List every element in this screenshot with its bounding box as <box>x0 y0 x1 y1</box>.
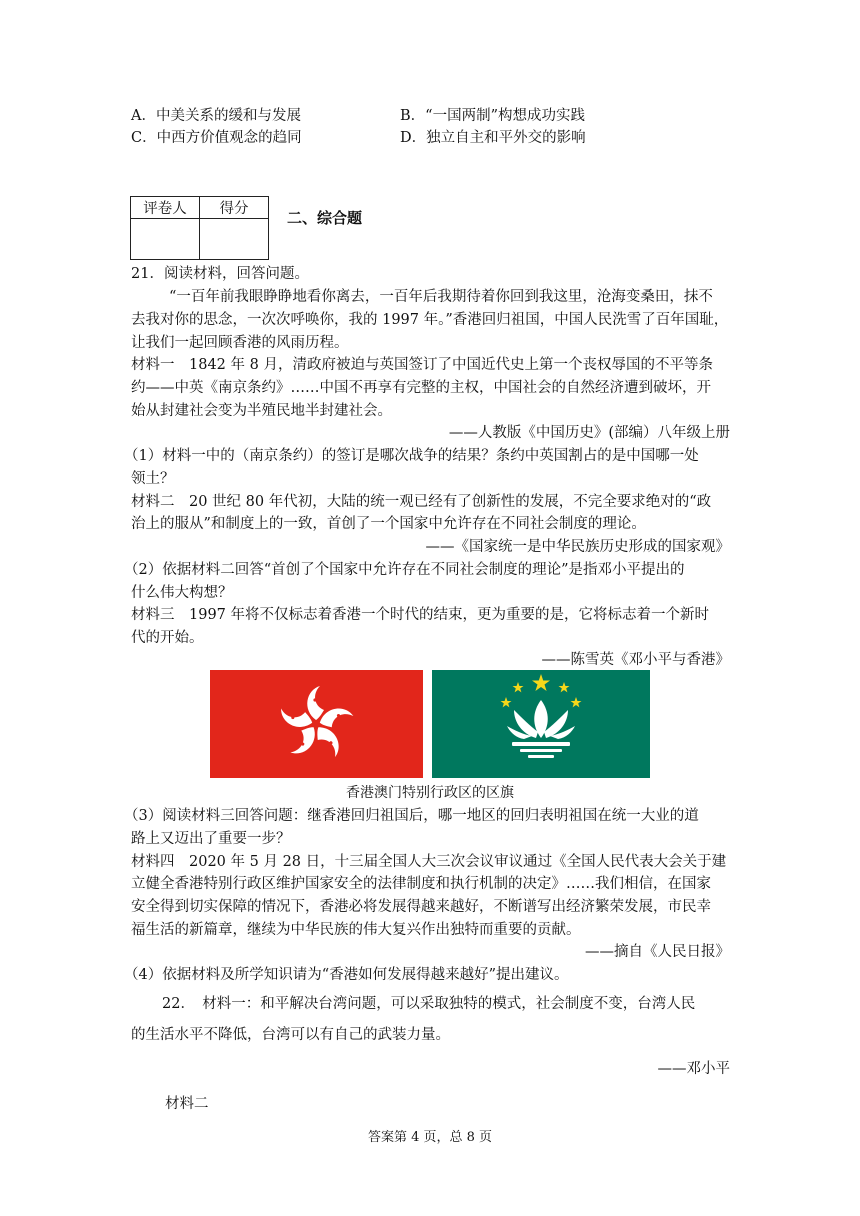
material-4-line: 材料四 2020 年 5 月 28 日，十三届全国人大三次会议审议通过《全国人民代表大会关于建 <box>131 854 727 870</box>
section-title: 二、综合题 <box>287 209 363 227</box>
score-header: 得分 <box>200 197 269 219</box>
material-4-line: 福生活的新篇章，继续为中华民族的伟大复兴作出独特而重要的贡献。 <box>131 922 581 938</box>
q21-quote-line: 让我们一起回顾香港的风雨历程。 <box>131 335 349 351</box>
page-footer: 答案第 4 页，总 8 页 <box>367 1130 493 1145</box>
hong-kong-flag <box>210 670 423 778</box>
material-4-source: ——摘自《人民日报》 <box>585 944 730 960</box>
question-1-line: 领土？ <box>131 471 175 487</box>
score-cell[interactable] <box>200 219 269 260</box>
material-4-line: 立健全香港特别行政区维护国家安全的法律制度和执行机制的决定》……我们相信，在国家 <box>131 876 711 892</box>
material-2-line: 材料二 20 世纪 80 年代初，大陆的统一观已经有了创新性的发展，不完全要求绝对的“政 <box>131 494 712 510</box>
material-4-line: 安全得到切实保障的情况下，香港必将发展得越来越好，不断谱写出经济繁荣发展，市民幸 <box>131 899 711 915</box>
material-3-line: 材料三 1997 年将不仅标志着香港一个时代的结束，更为重要的是，它将标志着一个新时 <box>131 607 710 623</box>
grader-cell[interactable] <box>131 219 200 260</box>
score-table <box>130 196 269 260</box>
q21-quote-line: “一百年前我眼睁睁地看你离去，一百年后我期待着你回到我这里，沧海变桑田，抹不 <box>169 289 713 305</box>
flag-caption: 香港澳门特别行政区的区旗 <box>346 785 514 801</box>
material-3-line: 代的开始。 <box>131 630 204 646</box>
material-1-line: 约——中英《南京条约》……中国不再享有完整的主权，中国社会的自然经济遭到破坏，开 <box>131 380 711 396</box>
option-d: D．独立自主和平外交的影响 <box>400 130 586 146</box>
material-2-line: 治上的服从”和制度上的一致，首创了一个国家中允许存在不同社会制度的理论。 <box>131 516 646 532</box>
q22-material-2: 材料二 <box>165 1096 209 1112</box>
q22-source: ——邓小平 <box>657 1061 730 1077</box>
question-2-line: （2）依据材料二回答“首创了个国家中允许存在不同社会制度的理论”是指邓小平提出的 <box>124 562 685 578</box>
macau-flag <box>432 670 650 778</box>
q22-line: 22． 材料一：和平解决台湾问题，可以采取独特的模式，社会制度不变，台湾人民 <box>162 996 696 1012</box>
material-1-line: 材料一 1842 年 8 月，清政府被迫与英国签订了中国近代史上第一个丧权辱国的不平等条 <box>131 357 713 373</box>
material-2-source: ——《国家统一是中华民族历史形成的国家观》 <box>425 539 730 555</box>
q22-line: 的生活水平不降低，台湾可以有自己的武装力量。 <box>131 1027 450 1043</box>
option-b: B．“一国两制”构想成功实践 <box>400 108 585 124</box>
question-3-line: 路上又迈出了重要一步？ <box>131 831 291 847</box>
material-3-source: ——陈雪英《邓小平与香港》 <box>541 652 730 668</box>
q21-intro: 21．阅读材料，回答问题。 <box>131 266 309 282</box>
regional-flags-image <box>210 670 650 778</box>
grader-header: 评卷人 <box>131 197 200 219</box>
question-1-line: （1）材料一中的（南京条约）的签订是哪次战争的结果？条约中英国割占的是中国哪一处 <box>124 448 699 464</box>
material-1-source: ——人教版《中国历史》(部编）八年级上册 <box>448 425 730 441</box>
material-1-line: 始从封建社会变为半殖民地半封建社会。 <box>131 403 392 419</box>
option-a: A．中美关系的缓和与发展 <box>131 108 301 124</box>
question-2-line: 什么伟大构想？ <box>131 585 233 601</box>
option-c: C．中西方价值观念的趋同 <box>131 130 302 146</box>
question-4-line: （4）依据材料及所学知识请为“香港如何发展得越来越好”提出建议。 <box>124 967 569 983</box>
q21-quote-line: 去我对你的思念，一次次呼唤你，我的 1997 年。”香港回归祖国，中国人民洗雪了百年国耻， <box>131 312 729 328</box>
question-3-line: （3）阅读材料三回答问题：继香港回归祖国后，哪一地区的回归表明祖国在统一大业的道 <box>124 808 699 824</box>
